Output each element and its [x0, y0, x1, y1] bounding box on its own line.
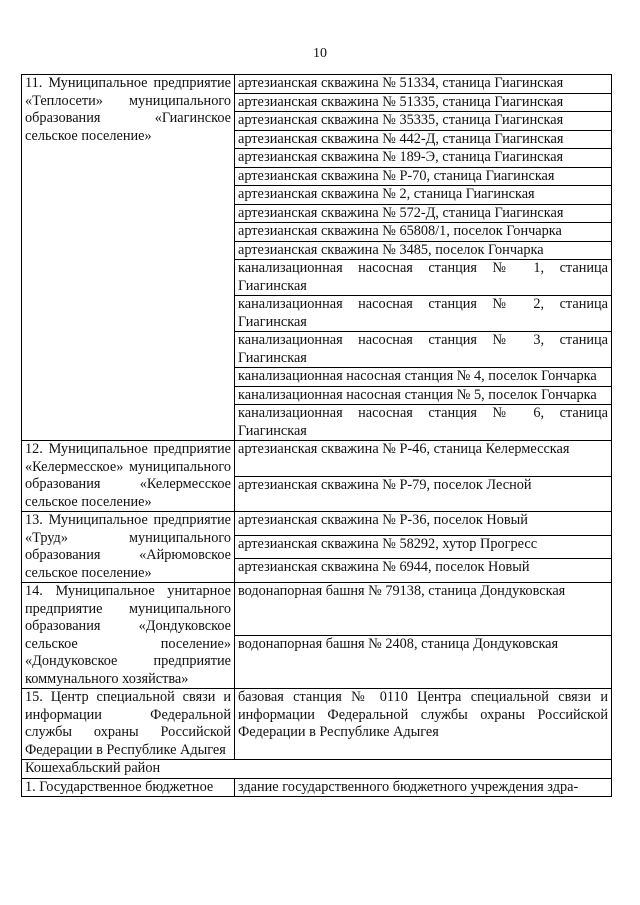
- object-cell: канализационная насосная станция № 1, станица Гиагинская: [235, 260, 612, 296]
- object-cell: артезианская скважина № Р-36, поселок Новый: [235, 512, 612, 536]
- table-row: [22, 75, 612, 94]
- object-cell: артезианская скважина № 189-Э, станица Гиагинская: [235, 149, 612, 168]
- object-cell: канализационная насосная станция № 5, поселок Гончарка: [235, 386, 612, 405]
- district-heading: Кошехабльский район: [22, 760, 612, 779]
- organization-cell: 14. Муниципальное унитарное предприятие муниципального образования «Дондуковское сельское поселение» «Дондуковское предприятие коммунального хозяйства»: [22, 583, 235, 689]
- table-row: [22, 778, 612, 797]
- organization-cell: 12. Муниципальное предприятие «Келермесское» муниципального образования «Келермесское сельское поселение»: [22, 441, 235, 512]
- object-cell: артезианская скважина № 51335, станица Гиагинская: [235, 93, 612, 112]
- object-cell: артезианская скважина № 572-Д, станица Гиагинская: [235, 204, 612, 223]
- object-cell: канализационная насосная станция № 3, станица Гиагинская: [235, 332, 612, 368]
- district-row: [22, 760, 612, 779]
- organization-cell: 1. Государственное бюджетное: [22, 778, 235, 797]
- page-number: 10: [313, 46, 327, 61]
- object-cell: артезианская скважина № Р-46, станица Келермесская: [235, 441, 612, 477]
- table-row: [22, 689, 612, 760]
- object-cell: канализационная насосная станция № 4, поселок Гончарка: [235, 368, 612, 387]
- table-row: [22, 583, 612, 636]
- table-row: [22, 512, 612, 536]
- object-cell: базовая станция № 0110 Центра специальной связи и информации Федеральной службы охраны Российской Федерации в Республике Адыгея: [235, 689, 612, 760]
- objects-table: [21, 74, 612, 797]
- object-cell: артезианская скважина № 35335, станица Гиагинская: [235, 112, 612, 131]
- object-cell: канализационная насосная станция № 2, станица Гиагинская: [235, 296, 612, 332]
- organization-cell: 13. Муниципальное предприятие «Труд» муниципального образования «Айрюмовское сельское поселение»: [22, 512, 235, 583]
- object-cell: артезианская скважина № 442-Д, станица Гиагинская: [235, 130, 612, 149]
- object-cell: артезианская скважина № 6944, поселок Новый: [235, 559, 612, 583]
- organization-cell: 11. Муниципальное предприятие «Теплосети» муниципального образования «Гиагинское сельское поселение»: [22, 75, 235, 441]
- object-cell: артезианская скважина № 58292, хутор Прогресс: [235, 535, 612, 559]
- object-cell: канализационная насосная станция № 6, станица Гиагинская: [235, 405, 612, 441]
- object-cell: артезианская скважина № 2, станица Гиагинская: [235, 186, 612, 205]
- organization-cell: 15. Центр специальной связи и информации Федеральной службы охраны Российской Федерации в Республике Адыгея: [22, 689, 235, 760]
- object-cell: артезианская скважина № 65808/1, поселок Гончарка: [235, 223, 612, 242]
- object-cell: артезианская скважина № 3485, поселок Гончарка: [235, 241, 612, 260]
- object-cell: водонапорная башня № 2408, станица Дондуковская: [235, 636, 612, 689]
- object-cell: здание государственного бюджетного учреждения здра-: [235, 778, 612, 797]
- object-cell: артезианская скважина № 51334, станица Гиагинская: [235, 75, 612, 94]
- object-cell: артезианская скважина № Р-79, поселок Лесной: [235, 476, 612, 512]
- objects-table-body: [22, 75, 612, 797]
- table-row: [22, 441, 612, 477]
- object-cell: водонапорная башня № 79138, станица Дондуковская: [235, 583, 612, 636]
- object-cell: артезианская скважина № Р-70, станица Гиагинская: [235, 167, 612, 186]
